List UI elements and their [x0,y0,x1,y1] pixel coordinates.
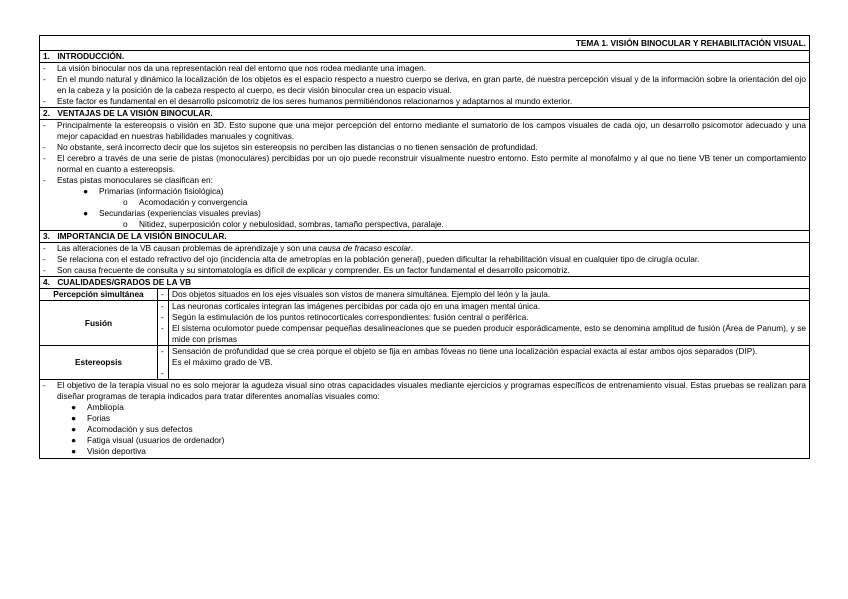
row-label: Estereopsis [40,346,158,380]
row-content: Sensación de profundidad que se crea porque el objeto se fija en ambas fóveas no tiene una localización espacial exacta al estar ambos ojos separados (DIP). Es el máximo grado de VB. [169,346,810,380]
list-item: - La visión binocular nos da una representación real del entorno que nos rodea mediante una imagen. [43,63,427,73]
bullet-item: ● Acomodación y sus defectos [71,424,193,434]
list-item: - Las alteraciones de la VB causan problemas de aprendizaje y son una causa de fracaso escolar. [43,243,414,253]
sub-bullet-item: o Acomodación y convergencia [123,197,248,207]
section-3-body [40,243,810,277]
bullet-icon: ● [71,435,77,445]
circle-bullet-icon: o [123,219,128,229]
row-label: Percepción simultánea [40,289,158,301]
bullet-icon: ● [83,208,89,218]
table-row: Estereopsis - - Sensación de profundidad que se crea porque el objeto se fija en ambas fóveas no tiene una localización espacial exacta al estar ambos ojos separados (DIP). Es el máximo grado de VB. [40,346,810,380]
bullet-item: ● Visión deportiva [71,446,146,456]
bullet-icon: ● [71,424,77,434]
section-2-heading: 2. VENTAJAS DE LA VISIÓN BINOCULAR. [40,108,810,120]
list-item: - El objetivo de la terapia visual no es solo mejorar la agudeza visual sino otras capacidades visuales mediante ejercicios y programas específicos de entrenamiento visual. Estas pruebas se realizan para diseñar programas de terapia indicados para tratar diferentes anomalías visuales como: [43,380,806,401]
section-1-heading: 1. INTRODUCCIÓN. [40,51,810,63]
bullet-icon: ● [71,446,77,456]
list-item: - No obstante, será incorrecto decir que los sujetos sin estereopsis no perciben las distancias o no tienen sensación de profundidad. [43,142,538,152]
bullet-item: ● Fatiga visual (usuarios de ordenador) [71,435,225,445]
notes-table [39,35,810,459]
circle-bullet-icon: o [123,197,128,207]
section-1-body [40,63,810,108]
bullet-item: ● Forias [71,413,111,423]
list-item: - Son causa frecuente de consulta y su sintomatología es difícil de explicar y comprender. Es un factor fundamental el desarrollo psicomotriz. [43,265,570,275]
table-row: Percepción simultánea - Dos objetos situados en los ejes visuales son vistos de manera simultánea. Ejemplo del león y la jaula. [40,289,810,301]
list-item: - Principalmente la estereopsis o visión en 3D. Esto supone que una mejor percepción del entorno mediante el sumatorio de los campos visuales de cada ojo, un desarrollo psicomotor adecuado y una mejor capacidad en nuestras habilidades manuales y cognitivas. [43,120,806,141]
row-content: Las neuronas corticales integran las imágenes percibidas por cada ojo en una imagen mental única. Según la estimulación de los puntos retinocorticales correspondientes: fusión central o periférica. El sistema oculomotor puede compensar pequeñas desalineaciones que se pueden producir esporádicamente, esto se denomina amplitud de fusión (Área de Panum), y se mide con prismas [169,301,810,346]
bullet-icon: ● [71,402,77,412]
row-label: Fusión [40,301,158,346]
bullet-icon: ● [83,186,89,196]
bullet-item: ● Ambliopía [71,402,124,412]
list-item: - El cerebro a través de una serie de pistas (monoculares) percibidas por un ojo puede reconstruir visualmente nuestro entorno. Esto permite al monofalmo y al que no tiene VB tener un comportamiento normal en cuanto a estereopsis. [43,153,806,174]
bullet-item: ● Primarias (información fisiológica) [83,186,224,196]
therapy-body [40,380,810,459]
list-item: - Se relaciona con el estado refractivo del ojo (incidencia alta de ametropías en la población general), pueden dificultar la rehabilitación visual en cualquier tipo de cirugía ocular. [43,254,700,264]
section-2-body [40,120,810,231]
list-item: - Estas pistas monoculares se clasifican en: [43,175,213,185]
row-content: Dos objetos situados en los ejes visuales son vistos de manera simultánea. Ejemplo del león y la jaula. [169,289,810,301]
list-item: - En el mundo natural y dinámico la localización de los objetos es el espacio respecto a nuestro cuerpo se deriva, en gran parte, de nuestra percepción visual y de la información sobre la orientación del ojo en la cabeza y la posición de la cabeza respecto al cuerpo, es decir visión binocular crea un espacio visual. [43,74,806,95]
bullet-item: ● Secundarias (experiencias visuales previas) [83,208,261,218]
sub-bullet-item: o Nitidez, superposición color y nebulosidad, sombras, tamaño perspectiva, paralaje. [123,219,444,229]
list-item: - Este factor es fundamental en el desarrollo psicomotriz de los seres humanos permitiéndonos relacionarnos y adaptarnos al mundo exterior. [43,96,573,106]
document-page [39,35,810,459]
document-title: TEMA 1. VISIÓN BINOCULAR Y REHABILITACIÓN VISUAL. [40,36,810,51]
section-4-heading: 4. CUALIDADES/GRADOS DE LA VB [40,277,810,289]
section-3-heading: 3. IMPORTANCIA DE LA VISIÓN BINOCULAR. [40,231,810,243]
table-row: Fusión - - - Las neuronas corticales integran las imágenes percibidas por cada ojo en una imagen mental única. Según la estimulación de los puntos retinocorticales correspondientes: fusión central o periférica. El sistema oculomotor puede compensar pequeñas desalineaciones que se pueden producir esporádicamente, esto se denomina amplitud de fusión (Área de Panum), y se mide con prismas [40,301,810,346]
bullet-icon: ● [71,413,77,423]
